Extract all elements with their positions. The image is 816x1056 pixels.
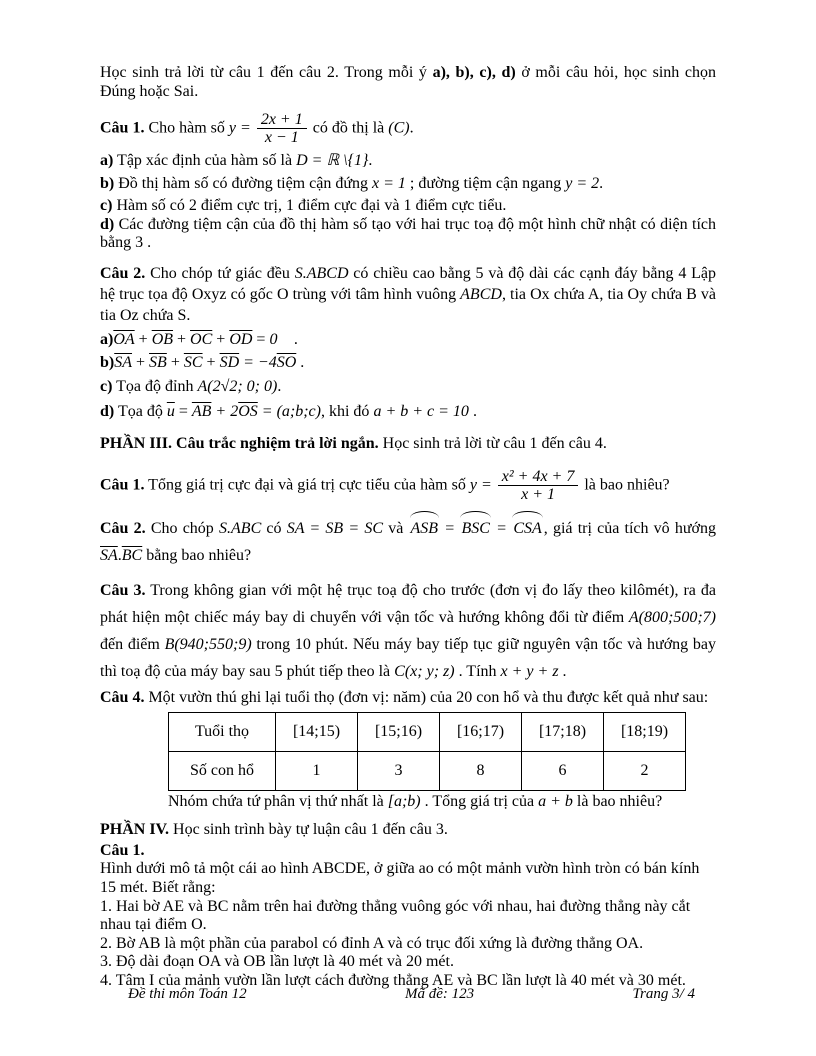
- page-footer: [100, 986, 716, 1003]
- part2-q1-stem: [100, 111, 716, 147]
- section-subtitle: Học sinh trả lời từ câu 1 đến câu 4.: [378, 434, 607, 452]
- option-label: c): [100, 196, 113, 214]
- dot-product: .: [117, 547, 122, 565]
- option-label: b): [100, 353, 115, 371]
- option-label: a): [100, 330, 114, 348]
- vector-SA: $\overline{SA}$: [114, 353, 133, 371]
- part2-q2-b: [100, 351, 716, 374]
- period: .: [296, 353, 305, 371]
- q3-text-1: Trong không gian với một hệ trục toạ độ cho trước (đơn vị đo lấy theo kilômét), ra đa phát hiện một chiếc máy bay di chuyển với vận tốc và hướng không đổi từ điểm: [100, 582, 717, 627]
- math-interval-ab: [a;b): [387, 792, 421, 810]
- plus-sign: +: [166, 353, 184, 371]
- table-cell: 1: [276, 751, 358, 790]
- table-row-label: Số con hổ: [169, 751, 276, 790]
- part2-q1-b: [100, 172, 716, 195]
- intro-text-post: ở mỗi câu hỏi, học sinh chọn Đúng hoặc Sai.: [100, 64, 716, 100]
- q3-text-4: . Tính: [454, 663, 501, 681]
- part4-item-1: [100, 898, 716, 935]
- plus-sign: +: [132, 353, 150, 371]
- vector-SO: $\overline{SO}$: [276, 353, 297, 371]
- fraction-denominator: x − 1: [264, 129, 299, 147]
- math-fraction: [496, 468, 581, 504]
- vector-OB: $\overline{OB}$: [151, 330, 174, 348]
- part3-heading: [100, 435, 716, 454]
- exam-content: [100, 64, 716, 991]
- part3-q4-note: [168, 793, 716, 812]
- fraction-numerator: x² + 4x + 7: [498, 468, 579, 486]
- list-item: 4. Tâm I của mảnh vườn lần lượt cách đường thẳng AE và BC lần lượt là 40 mét và 30 mét.: [100, 971, 686, 989]
- vector-OA: $\overline{OA}$: [113, 330, 135, 348]
- q3-text-2: đến điểm: [100, 636, 165, 654]
- q2-text-2: có: [261, 520, 287, 538]
- part4-q1-para: [100, 860, 716, 897]
- math-y-equals: y =: [469, 475, 492, 493]
- math-abc-tuple: = (a;b;c): [257, 402, 321, 420]
- math-fraction: [255, 111, 309, 147]
- table-cell: 3: [358, 751, 440, 790]
- q2-text-4: , giá trị của tích vô hướng: [543, 520, 717, 538]
- table-header-cell: [17;18): [522, 712, 604, 751]
- question-label: Câu 1.: [100, 841, 145, 859]
- q1-mid: có đồ thị là: [308, 119, 389, 137]
- footer-page-number: Trang 3/ 4: [632, 986, 695, 1002]
- q2-text-5: bằng bao nhiêu?: [142, 547, 252, 565]
- part2-q2-stem: [100, 263, 716, 326]
- q2-text-1: Cho chóp tứ giác đều: [145, 264, 295, 282]
- option-end: .: [277, 377, 282, 395]
- vector-BC: $\overline{BC}$: [121, 547, 143, 565]
- math-point-C: C(x; y; z): [394, 663, 455, 681]
- angle-BSC: BSC: [459, 513, 491, 542]
- option-text: Các đường tiệm cận của đồ thị hàm số tạo với hai trục toạ độ một hình chữ nhật có diện tích bằng 3 .: [100, 215, 716, 252]
- table-cell: 8: [440, 751, 522, 790]
- math-domain: D = ℝ \{1}: [296, 151, 369, 169]
- q1-end: .: [409, 119, 414, 137]
- intro-text-pre: Học sinh trả lời từ câu 1 đến câu 2. Trong mỗi ý: [100, 64, 433, 81]
- option-text: Hàm số có 2 điểm cực trị, 1 điểm cực đại và 1 điểm cực tiểu.: [112, 196, 507, 214]
- question-label: Câu 2.: [100, 264, 146, 282]
- fraction-numerator: 2x + 1: [257, 111, 307, 129]
- option-text: Đồ thị hàm số có đường tiệm cận đứng: [114, 174, 372, 192]
- math-plus-two: + 2: [211, 402, 239, 420]
- math-point-A: A(800;500;7): [628, 609, 716, 627]
- table-cell: 6: [522, 751, 604, 790]
- footer-exam-subject: Đề thi môn Toán 12: [128, 986, 247, 1002]
- q2-text-3: , tia Ox chứa A, tia Oy chứa B và tia Oz chứa S.: [100, 285, 716, 324]
- option-text: Tọa độ: [114, 402, 167, 420]
- vector-SC: $\overline{SC}$: [183, 353, 203, 371]
- angle-ASB: ASB: [409, 513, 441, 542]
- vector-OD: $\overline{OD}$: [229, 330, 253, 348]
- q1-lead: Tổng giá trị cực đại và giá trị cực tiểu của hàm số: [144, 475, 470, 493]
- math-neg-four: = −4: [239, 353, 277, 371]
- math-pyramid-name: S.ABCD: [294, 264, 349, 282]
- vector-SD: $\overline{SD}$: [219, 353, 240, 371]
- part2-q2-d: [100, 400, 716, 423]
- note-end: là bao nhiêu?: [572, 792, 663, 810]
- table-header-cell: [15;16): [358, 712, 440, 751]
- table-header-cell: [16;17): [440, 712, 522, 751]
- vector-SA: $\overline{SA}$: [100, 547, 118, 565]
- math-pyramid-name: S.ABC: [219, 520, 262, 538]
- math-asymptote-x: x = 1: [372, 174, 406, 192]
- q2-text-2: có chiều cao bằng 5 và độ dài các cạnh đáy bằng 4 Lập hệ trục tọa độ Oxyz có gốc O trùng với tâm hình vuông: [100, 264, 717, 303]
- q2-text-1: Cho chóp: [145, 520, 220, 538]
- plus-sign: +: [173, 330, 191, 348]
- math-curve-name: (C): [388, 119, 410, 137]
- q4-text: Một vườn thú ghi lại tuổi thọ (đơn vị: năm) của 20 con hổ và thu được kết quả như sau:: [144, 689, 709, 707]
- question-label: Câu 3.: [100, 582, 146, 600]
- table-cell: 2: [604, 751, 686, 790]
- list-item: 3. Độ dài đoạn OA và OB lần lượt là 40 mét và 20 mét.: [100, 953, 454, 971]
- option-end: .: [468, 402, 477, 420]
- table-header-cell: [14;15): [276, 712, 358, 751]
- option-mid: ; đường tiệm cận ngang: [405, 174, 566, 192]
- math-sum-ten: a + b + c = 10: [373, 402, 469, 420]
- vector-u: $\overline{u}$: [166, 402, 175, 420]
- vector-OS: $\overline{OS}$: [238, 402, 258, 420]
- angle-CSA: CSA: [511, 513, 543, 542]
- option-label: d): [100, 215, 115, 233]
- period: .: [289, 330, 298, 348]
- math-point-B: B(940;550;9): [164, 636, 252, 654]
- equals-sign: =: [174, 402, 192, 420]
- question-label: Câu 1.: [100, 119, 145, 137]
- math-equal-edges: SA = SB = SC: [286, 520, 384, 538]
- section-subtitle: Học sinh trình bày tự luận câu 1 đến câu 3.: [169, 821, 448, 839]
- paragraph-text: Hình dưới mô tả một cái ao hình ABCDE, ở giữa ao có một mảnh vườn hình tròn có bán kính 15 mét. Biết rằng:: [100, 860, 700, 896]
- math-asymptote-y: y = 2: [565, 174, 600, 192]
- option-end: .: [599, 174, 604, 192]
- intro-bold-options: a), b), c), d): [432, 64, 516, 81]
- option-text: Tập xác định của hàm số là: [113, 151, 297, 169]
- part3-q2: [100, 513, 716, 569]
- note-mid: . Tổng giá trị của: [420, 792, 539, 810]
- note-pre: Nhóm chứa tứ phân vị thứ nhất là: [168, 792, 388, 810]
- vector-AB: $\overline{AB}$: [191, 402, 212, 420]
- q1-lead: Cho hàm số: [144, 119, 229, 137]
- q3-text-3: trong 10 phút. Nếu máy bay tiếp tục giữ nguyên vận tốc và hướng bay thì toạ độ của máy bay sau 5 phút tiếp theo là: [100, 636, 717, 681]
- list-item: 1. Hai bờ AE và BC nằm trên hai đường thẳng vuông góc với nhau, hai đường thẳng này cắt nhau tại điểm O.: [100, 897, 691, 934]
- part4-item-2: [100, 935, 716, 954]
- section-title: PHẦN IV.: [100, 821, 170, 839]
- vector-SB: $\overline{SB}$: [149, 353, 167, 371]
- table-header-cell: [18;19): [604, 712, 686, 751]
- footer-exam-code: Mã đề: 123: [404, 986, 475, 1002]
- part2-q2-c: [100, 374, 716, 400]
- part4-heading: [100, 821, 716, 840]
- math-y-equals: y =: [228, 119, 251, 137]
- table-data-row: [169, 751, 686, 790]
- option-mid: , khi đó: [320, 402, 374, 420]
- fraction-denominator: x + 1: [521, 485, 555, 503]
- section-title: PHẦN III. Câu trắc nghiệm trả lời ngắn.: [100, 434, 379, 452]
- part2-intro: [100, 64, 716, 101]
- option-label: d): [100, 402, 115, 420]
- equals-sign: =: [252, 330, 270, 348]
- question-label: Câu 1.: [100, 475, 145, 493]
- part3-q4-stem: [100, 689, 716, 708]
- option-label: b): [100, 174, 115, 192]
- plus-sign: +: [202, 353, 220, 371]
- math-vertex-A: A(2√2; 0; 0): [197, 377, 278, 395]
- option-label: c): [100, 377, 113, 395]
- question-label: Câu 4.: [100, 689, 145, 707]
- math-square-name: ABCD: [460, 285, 502, 303]
- q2-text-3: và: [383, 520, 409, 538]
- frequency-table: [168, 712, 686, 791]
- option-label: a): [100, 151, 114, 169]
- vector-zero: 0⃗: [269, 330, 290, 348]
- part4-item-3: [100, 953, 716, 972]
- part3-q1: [100, 468, 716, 504]
- question-label: Câu 2.: [100, 520, 146, 538]
- part2-q1-d: [100, 216, 716, 253]
- table-header-cell: Tuổi thọ: [169, 712, 276, 751]
- part2-q2-a: [100, 328, 716, 351]
- equals-sign: =: [440, 520, 460, 538]
- option-end: .: [368, 151, 373, 169]
- list-item: 2. Bờ AB là một phần của parabol có đỉnh A và có trục đối xứng là đường thẳng OA.: [100, 934, 644, 952]
- part2-q1-a: [100, 149, 716, 172]
- vector-OC: $\overline{OC}$: [190, 330, 213, 348]
- math-sum-xyz: x + y + z: [500, 663, 559, 681]
- part4-q1-label: [100, 842, 716, 861]
- math-a-plus-b: a + b: [538, 792, 573, 810]
- q3-text-5: .: [558, 663, 567, 681]
- plus-sign: +: [134, 330, 152, 348]
- q1-tail: là bao nhiêu?: [580, 475, 670, 493]
- plus-sign: +: [212, 330, 230, 348]
- option-text: Tọa độ đỉnh: [112, 377, 198, 395]
- table-header-row: [169, 712, 686, 751]
- part3-q3: [100, 577, 716, 685]
- equals-sign: =: [491, 520, 512, 538]
- part2-q1-c: [100, 195, 716, 216]
